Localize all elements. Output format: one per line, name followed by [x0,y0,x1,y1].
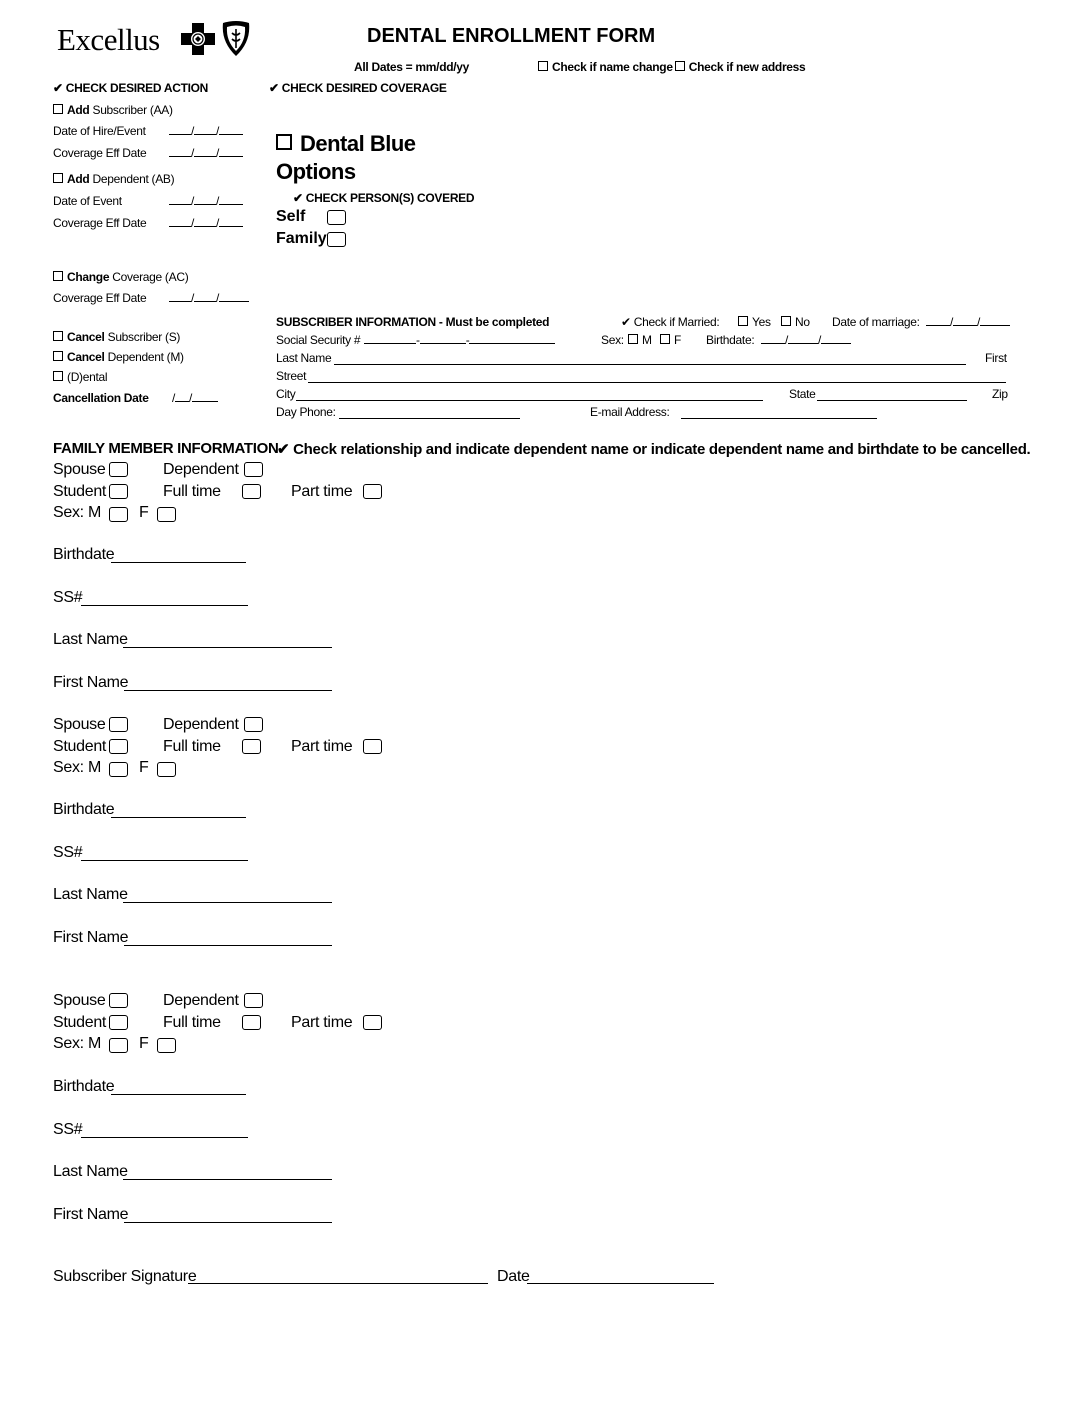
name-change-option[interactable]: Check if name change Check if new address [538,60,805,74]
date-of-hire-field[interactable]: / / [169,122,243,138]
subscriber-sex-m-option[interactable]: M [628,333,652,347]
spouse-checkbox[interactable] [109,717,128,732]
member-first-name-field[interactable] [124,1222,332,1223]
add-dependent-checkbox[interactable] [53,173,63,183]
sex-f-checkbox[interactable] [157,1038,176,1053]
spouse-label: Spouse [53,461,106,478]
date-of-hire-label: Date of Hire/Event [53,124,146,138]
day-phone-label: Day Phone: [276,405,336,419]
subscriber-sex-f-option[interactable]: F [660,333,681,347]
sex-f-label: F [139,504,149,521]
street-field[interactable] [308,382,1006,383]
sex-m-checkbox[interactable] [109,762,128,777]
birthdate-field[interactable] [111,562,246,563]
family-checkbox[interactable] [327,232,346,247]
sex-m-checkbox[interactable] [109,1038,128,1053]
self-label: Self [276,208,306,225]
member-last-name-label: Last Name [53,631,128,648]
family-member-header: FAMILY MEMBER INFORMATION [53,440,279,457]
birthdate-label: Birthdate [53,801,115,818]
date-of-event-label: Date of Event [53,194,122,208]
cancel-dependent-checkbox[interactable] [53,351,63,361]
email-field[interactable] [681,418,877,419]
change-coverage-option[interactable]: Change Coverage (AC) [53,270,188,284]
cancel-dependent-option[interactable]: Cancel Dependent (M) [53,350,184,364]
ss-field[interactable] [81,1137,248,1138]
all-dates-note: All Dates = mm/dd/yy [354,60,470,74]
part-time-label: Part time [291,738,353,755]
subscriber-sex-m-checkbox[interactable] [628,334,638,344]
subscriber-sex-f-checkbox[interactable] [660,334,670,344]
sex-f-checkbox[interactable] [157,762,176,777]
full-time-label: Full time [163,1014,221,1031]
part-time-label: Part time [291,1014,353,1031]
ss-label: SS# [53,844,83,861]
change-coverage-checkbox[interactable] [53,271,63,281]
spouse-checkbox[interactable] [109,462,128,477]
cancellation-date-label: Cancellation Date [53,391,149,405]
married-no-option[interactable]: No [781,315,810,329]
full-time-label: Full time [163,483,221,500]
subscriber-birthdate-field[interactable]: / / [761,331,851,347]
state-field[interactable] [817,400,967,401]
state-label: State [789,387,816,401]
family-label: Family [276,230,327,247]
student-checkbox[interactable] [109,484,128,499]
blue-cross-icon [180,22,216,61]
family-member-instruction: ✔ Check relationship and indicate dependent name or indicate dependent name and birthdate to be cancelled. [277,441,1031,458]
dependent-label: Dependent [163,716,239,733]
signature-date-field[interactable] [527,1283,714,1284]
member-first-name-field[interactable] [124,945,332,946]
part-time-checkbox[interactable] [363,484,382,499]
cancel-subscriber-checkbox[interactable] [53,331,63,341]
member-first-name-label: First Name [53,1206,129,1223]
signature-date-label: Date [497,1268,530,1285]
first-label: First [985,351,1007,365]
spouse-label: Spouse [53,716,106,733]
sex-f-checkbox[interactable] [157,507,176,522]
full-time-checkbox[interactable] [242,484,261,499]
coverage-eff-date-3-label: Coverage Eff Date [53,291,147,305]
sex-f-label: F [139,1035,149,1052]
member-first-name-label: First Name [53,929,129,946]
ss-field[interactable] [81,860,248,861]
married-yes-option[interactable]: Yes [738,315,771,329]
signature-label: Subscriber Signature [53,1268,197,1285]
part-time-label: Part time [291,483,353,500]
ssn-label: Social Security # [276,333,361,347]
married-no-checkbox[interactable] [781,316,791,326]
date-of-marriage-label: Date of marriage: [832,315,920,329]
zip-label: Zip [992,387,1008,401]
dental-blue-option[interactable]: Dental Blue [276,131,416,157]
city-field[interactable] [296,400,763,401]
subscriber-sex-label: Sex: [601,333,624,347]
cancellation-date-field[interactable]: / / [172,389,218,405]
spouse-label: Spouse [53,992,106,1009]
member-first-name-label: First Name [53,674,129,691]
signature-field[interactable] [188,1283,488,1284]
married-question: ✔ Check if Married: [621,315,720,329]
full-time-label: Full time [163,738,221,755]
ss-field[interactable] [81,605,248,606]
coverage-eff-date-2-field[interactable]: / / [169,214,243,230]
student-label: Student [53,1014,107,1031]
sex-m-label: Sex: M [53,504,101,521]
birthdate-label: Birthdate [53,546,115,563]
student-label: Student [53,738,107,755]
sex-m-label: Sex: M [53,1035,101,1052]
coverage-eff-date-1-field[interactable]: / / [169,144,243,160]
dependent-checkbox[interactable] [244,717,263,732]
check-action-header: ✔ CHECK DESIRED ACTION [53,81,209,95]
birthdate-label: Birthdate [53,1078,115,1095]
dependent-label: Dependent [163,992,239,1009]
ssn-field[interactable]: - - [364,331,555,347]
persons-covered-header: ✔ CHECK PERSON(S) COVERED [293,191,475,205]
member-last-name-label: Last Name [53,886,128,903]
member-last-name-field[interactable] [123,902,332,903]
dental-cancel-checkbox[interactable] [53,371,63,381]
sex-m-label: Sex: M [53,759,101,776]
last-name-label: Last Name [276,351,332,365]
dental-cancel-option[interactable]: (D)ental [53,370,107,384]
full-time-checkbox[interactable] [242,739,261,754]
add-dependent-option[interactable]: Add Dependent (AB) [53,172,174,186]
cancel-subscriber-option[interactable]: Cancel Subscriber (S) [53,330,180,344]
part-time-checkbox[interactable] [363,1015,382,1030]
birthdate-field[interactable] [111,1094,246,1095]
street-label: Street [276,369,307,383]
member-last-name-field[interactable] [123,647,332,648]
student-checkbox[interactable] [109,739,128,754]
date-of-marriage-field[interactable]: / / [926,313,1010,329]
email-label: E-mail Address: [590,405,670,419]
ss-label: SS# [53,589,83,606]
dependent-checkbox[interactable] [244,993,263,1008]
dependent-checkbox[interactable] [244,462,263,477]
student-label: Student [53,483,107,500]
dental-blue-options-label: Options [276,159,356,184]
date-of-event-field[interactable]: / / [169,192,243,208]
sex-f-label: F [139,759,149,776]
blue-shield-icon [220,20,252,63]
add-subscriber-option[interactable]: Add Subscriber (AA) [53,103,173,117]
check-coverage-header: ✔ CHECK DESIRED COVERAGE [269,81,447,95]
member-last-name-label: Last Name [53,1163,128,1180]
student-checkbox[interactable] [109,1015,128,1030]
form-title: DENTAL ENROLLMENT FORM [367,25,656,47]
dependent-label: Dependent [163,461,239,478]
logo-text: Excellus [57,22,160,57]
full-time-checkbox[interactable] [242,1015,261,1030]
day-phone-field[interactable] [339,418,520,419]
coverage-eff-date-3-field[interactable]: / / [169,289,249,305]
married-yes-checkbox[interactable] [738,316,748,326]
subscriber-birthdate-label: Birthdate: [706,333,755,347]
add-subscriber-checkbox[interactable] [53,104,63,114]
member-first-name-field[interactable] [124,690,332,691]
self-checkbox[interactable] [327,210,346,225]
new-address-checkbox[interactable] [675,61,685,71]
city-label: City [276,387,296,401]
member-last-name-field[interactable] [123,1179,332,1180]
spouse-checkbox[interactable] [109,993,128,1008]
name-change-checkbox[interactable] [538,61,548,71]
ss-label: SS# [53,1121,83,1138]
birthdate-field[interactable] [111,817,246,818]
coverage-eff-date-2-label: Coverage Eff Date [53,216,147,230]
sex-m-checkbox[interactable] [109,507,128,522]
last-name-field[interactable] [334,364,966,365]
part-time-checkbox[interactable] [363,739,382,754]
subscriber-info-header: SUBSCRIBER INFORMATION - Must be completed [276,315,550,329]
coverage-eff-date-1-label: Coverage Eff Date [53,146,147,160]
dental-blue-checkbox[interactable] [276,134,292,150]
